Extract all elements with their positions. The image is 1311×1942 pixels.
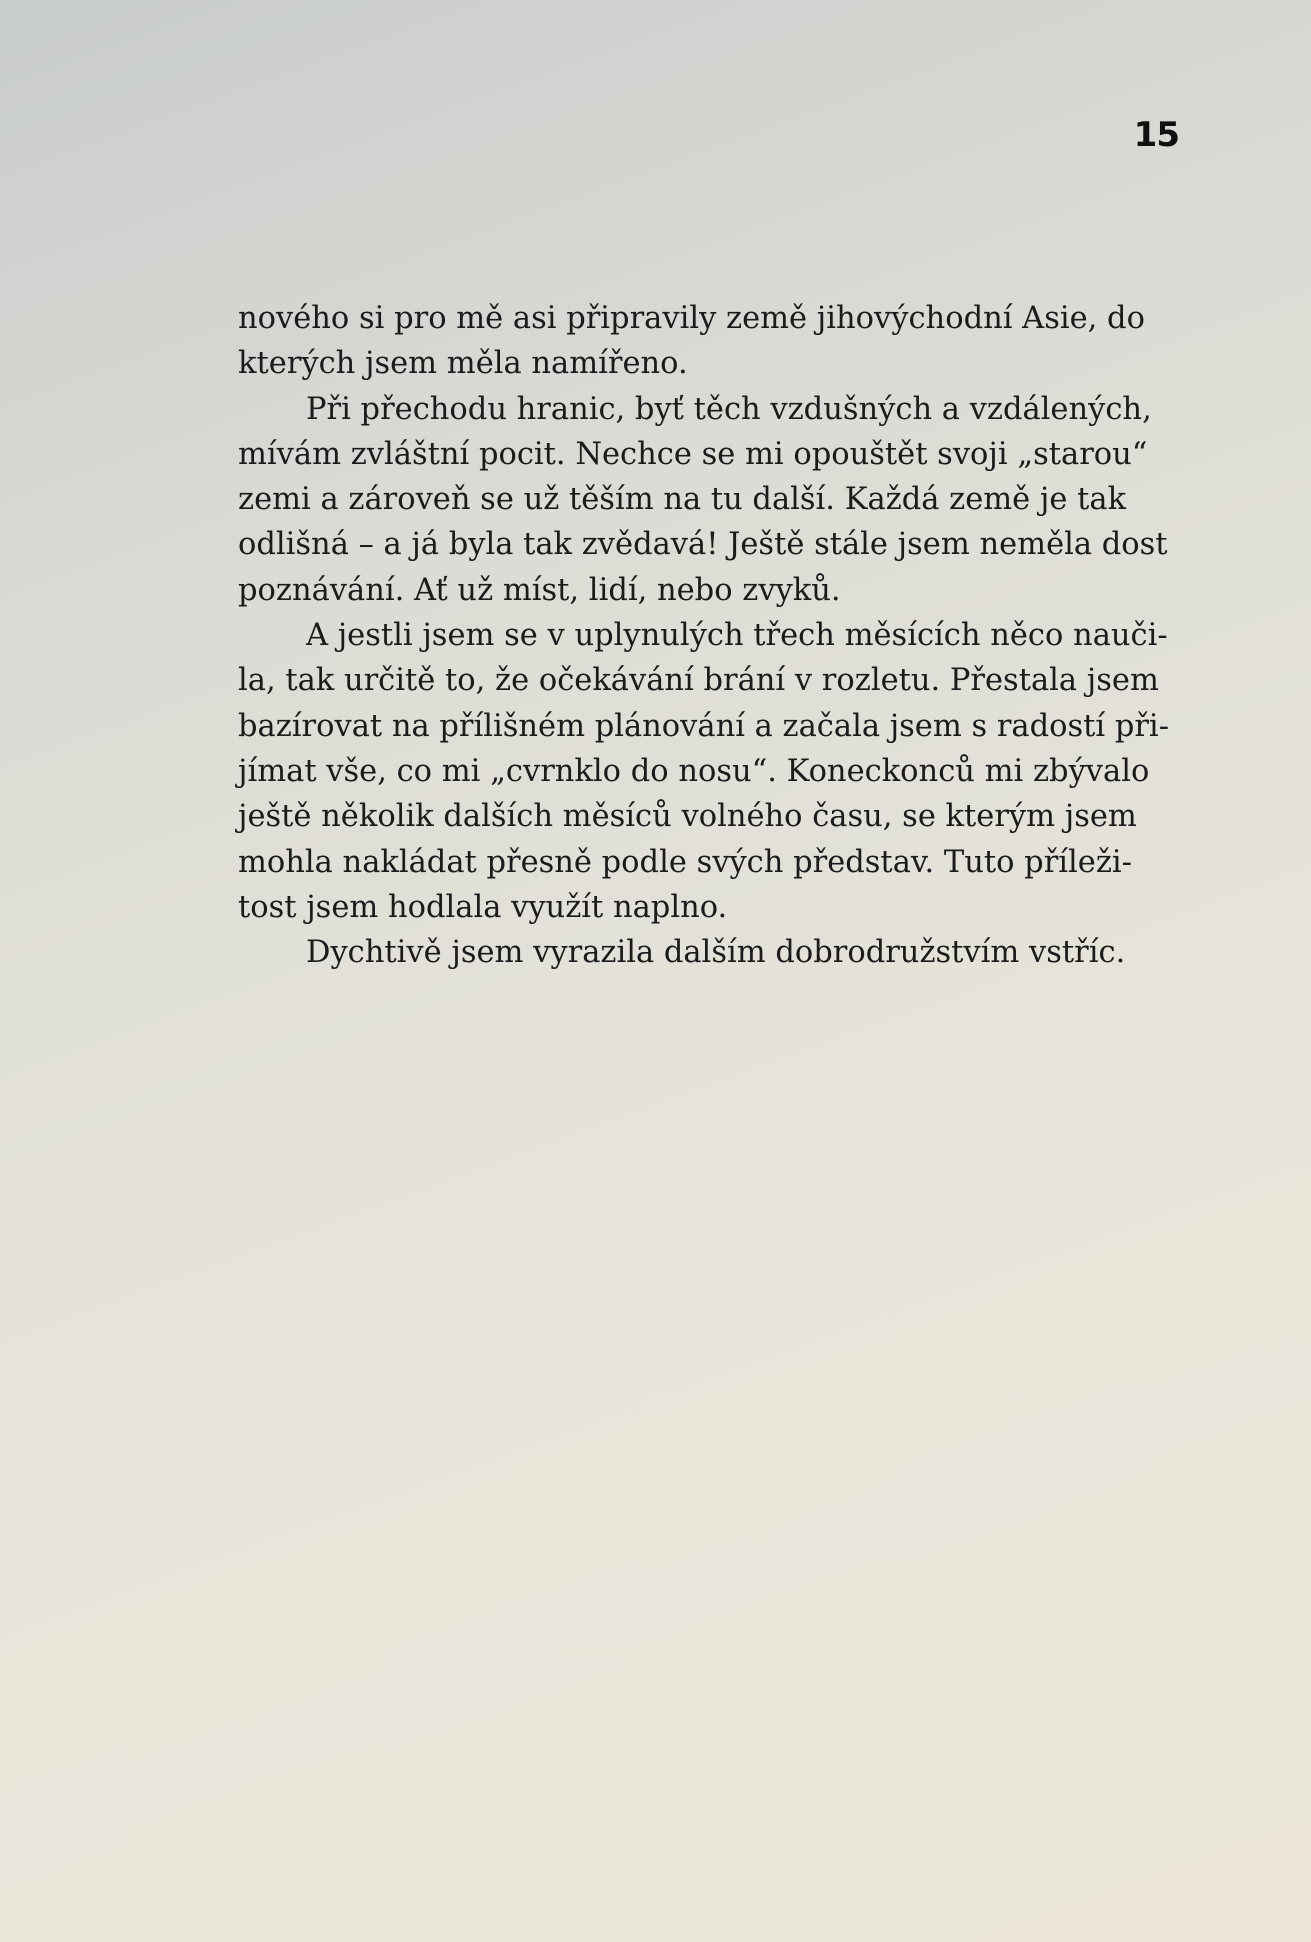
text-line: ještě několik dalších měsíců volného času, se kterým jsem (238, 799, 1137, 835)
text-line: poznávání. Ať už míst, lidí, nebo zvyků. (238, 572, 841, 608)
text-line: odlišná – a já byla tak zvědavá! Ještě stále jsem neměla dost (238, 527, 1168, 563)
body-text (238, 296, 1183, 975)
text-line: bazírovat na přílišném plánování a začala jsem s radostí při- (238, 708, 1169, 744)
text-line: la, tak určitě to, že očekávání brání v rozletu. Přestala jsem (238, 663, 1159, 699)
text-line: mívám zvláštní pocit. Nechce se mi opouštět svoji „starou“ (238, 436, 1148, 472)
text-line: Dychtivě jsem vyrazila dalším dobrodružstvím vstříc. (306, 935, 1126, 971)
text-line: mohla nakládat přesně podle svých představ. Tuto příleži- (238, 844, 1132, 880)
page-number: 15 (1133, 115, 1179, 155)
text-line: zemi a zároveň se už těším na tu další. Každá země je tak (238, 482, 1127, 518)
text-line: kterých jsem měla namířeno. (238, 346, 688, 382)
text-line: jímat vše, co mi „cvrnklo do nosu“. Koneckonců mi zbývalo (238, 753, 1150, 789)
text-line: tost jsem hodlala využít naplno. (238, 889, 728, 925)
text-line: nového si pro mě asi připravily země jihovýchodní Asie, do (238, 301, 1145, 336)
text-line: Při přechodu hranic, byť těch vzdušných a vzdálených, (306, 391, 1152, 427)
text-line: A jestli jsem se v uplynulých třech měsících něco nauči- (306, 618, 1168, 654)
